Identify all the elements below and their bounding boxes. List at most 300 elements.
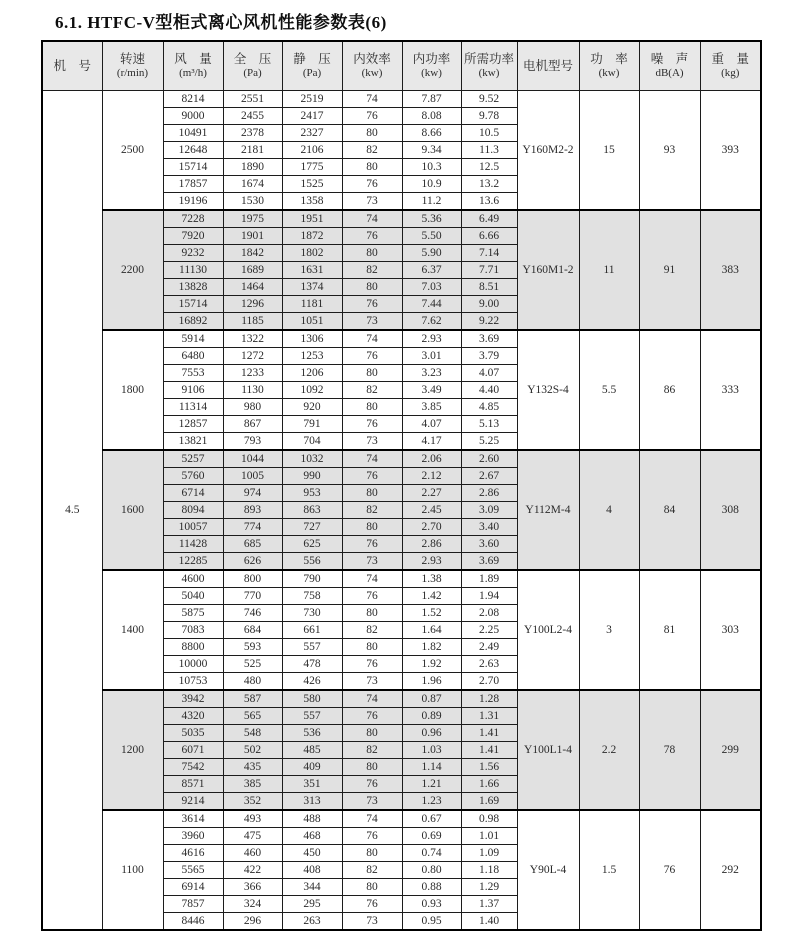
machine-no-cell: 4.5 — [42, 91, 102, 931]
internal-power-cell: 1.92 — [402, 656, 461, 673]
table-header — [42, 41, 761, 91]
internal-efficiency-cell: 73 — [342, 793, 402, 811]
required-power-cell: 1.31 — [461, 708, 517, 725]
total-pressure-cell: 460 — [223, 845, 282, 862]
internal-power-cell: 3.01 — [402, 348, 461, 365]
internal-power-cell: 0.87 — [402, 690, 461, 708]
air-volume-cell: 5040 — [163, 588, 223, 605]
internal-power-cell: 3.23 — [402, 365, 461, 382]
static-pressure-cell: 313 — [282, 793, 342, 811]
static-pressure-cell: 1358 — [282, 193, 342, 211]
static-pressure-cell: 556 — [282, 553, 342, 571]
col-header-unit: (r/min) — [116, 67, 149, 79]
col-header-label: 噪 声 — [650, 52, 689, 66]
internal-power-cell: 1.14 — [402, 759, 461, 776]
motor-power-cell: 4 — [579, 450, 639, 570]
col-header-label: 内功率 — [412, 52, 451, 66]
col-header-label: 内效率 — [353, 52, 391, 66]
internal-power-cell: 2.86 — [402, 536, 461, 553]
internal-power-cell: 1.52 — [402, 605, 461, 622]
header-row — [42, 41, 761, 91]
required-power-cell: 6.66 — [461, 228, 517, 245]
col-header-label: 所需功率 — [463, 52, 514, 66]
total-pressure-cell: 422 — [223, 862, 282, 879]
total-pressure-cell: 502 — [223, 742, 282, 759]
weight-cell: 303 — [700, 570, 761, 690]
internal-power-cell: 8.08 — [402, 108, 461, 125]
page-title: 6.1. HTFC-V型柜式离心风机性能参数表(6) — [55, 13, 387, 32]
total-pressure-cell: 565 — [223, 708, 282, 725]
internal-power-cell: 1.96 — [402, 673, 461, 691]
internal-efficiency-cell: 82 — [342, 862, 402, 879]
static-pressure-cell: 661 — [282, 622, 342, 639]
table-row — [42, 690, 761, 708]
total-pressure-cell: 867 — [223, 416, 282, 433]
total-pressure-cell: 2181 — [223, 142, 282, 159]
air-volume-cell: 10000 — [163, 656, 223, 673]
total-pressure-cell: 435 — [223, 759, 282, 776]
internal-efficiency-cell: 73 — [342, 193, 402, 211]
internal-efficiency-cell: 74 — [342, 450, 402, 468]
speed-cell: 2500 — [102, 91, 163, 211]
internal-efficiency-cell: 80 — [342, 879, 402, 896]
air-volume-cell: 11314 — [163, 399, 223, 416]
col-header-unit: (kw) — [361, 67, 383, 79]
required-power-cell: 1.18 — [461, 862, 517, 879]
internal-efficiency-cell: 82 — [342, 142, 402, 159]
motor-model-cell: Y160M2-2 — [517, 91, 579, 211]
internal-power-cell: 0.95 — [402, 913, 461, 931]
col-header-internal-efficiency — [342, 41, 402, 91]
internal-efficiency-cell: 82 — [342, 382, 402, 399]
speed-cell: 1200 — [102, 690, 163, 810]
motor-model-cell: Y100L1-4 — [517, 690, 579, 810]
required-power-cell: 3.69 — [461, 330, 517, 348]
internal-power-cell: 2.93 — [402, 553, 461, 571]
required-power-cell: 2.63 — [461, 656, 517, 673]
fan-performance-table — [41, 40, 762, 931]
col-header-speed — [102, 41, 163, 91]
col-header-unit: dB(A) — [655, 67, 684, 79]
total-pressure-cell: 770 — [223, 588, 282, 605]
static-pressure-cell: 1051 — [282, 313, 342, 331]
table-row — [42, 450, 761, 468]
internal-power-cell: 1.23 — [402, 793, 461, 811]
total-pressure-cell: 1233 — [223, 365, 282, 382]
required-power-cell: 1.69 — [461, 793, 517, 811]
total-pressure-cell: 475 — [223, 828, 282, 845]
internal-efficiency-cell: 80 — [342, 485, 402, 502]
internal-power-cell: 1.82 — [402, 639, 461, 656]
noise-cell: 91 — [639, 210, 700, 330]
internal-power-cell: 0.74 — [402, 845, 461, 862]
required-power-cell: 9.78 — [461, 108, 517, 125]
air-volume-cell: 7553 — [163, 365, 223, 382]
required-power-cell: 12.5 — [461, 159, 517, 176]
internal-efficiency-cell: 80 — [342, 759, 402, 776]
col-header-label: 静 压 — [293, 52, 331, 66]
internal-efficiency-cell: 80 — [342, 245, 402, 262]
internal-power-cell: 7.03 — [402, 279, 461, 296]
air-volume-cell: 11130 — [163, 262, 223, 279]
static-pressure-cell: 1206 — [282, 365, 342, 382]
motor-model-cell: Y160M1-2 — [517, 210, 579, 330]
internal-power-cell: 2.06 — [402, 450, 461, 468]
air-volume-cell: 8800 — [163, 639, 223, 656]
required-power-cell: 2.70 — [461, 673, 517, 691]
air-volume-cell: 10753 — [163, 673, 223, 691]
static-pressure-cell: 758 — [282, 588, 342, 605]
required-power-cell: 9.22 — [461, 313, 517, 331]
air-volume-cell: 7228 — [163, 210, 223, 228]
air-volume-cell: 6914 — [163, 879, 223, 896]
weight-cell: 333 — [700, 330, 761, 450]
motor-power-cell: 1.5 — [579, 810, 639, 930]
air-volume-cell: 15714 — [163, 296, 223, 313]
internal-efficiency-cell: 76 — [342, 776, 402, 793]
internal-power-cell: 3.85 — [402, 399, 461, 416]
air-volume-cell: 13821 — [163, 433, 223, 451]
total-pressure-cell: 525 — [223, 656, 282, 673]
internal-power-cell: 8.66 — [402, 125, 461, 142]
total-pressure-cell: 1674 — [223, 176, 282, 193]
col-header-air-volume — [163, 41, 223, 91]
noise-cell: 86 — [639, 330, 700, 450]
col-header-label: 全 压 — [233, 52, 272, 66]
static-pressure-cell: 1872 — [282, 228, 342, 245]
total-pressure-cell: 684 — [223, 622, 282, 639]
internal-efficiency-cell: 80 — [342, 159, 402, 176]
air-volume-cell: 15714 — [163, 159, 223, 176]
static-pressure-cell: 1631 — [282, 262, 342, 279]
static-pressure-cell: 990 — [282, 468, 342, 485]
col-header-static-pressure — [282, 41, 342, 91]
static-pressure-cell: 468 — [282, 828, 342, 845]
internal-power-cell: 4.17 — [402, 433, 461, 451]
internal-efficiency-cell: 76 — [342, 708, 402, 725]
internal-power-cell: 1.42 — [402, 588, 461, 605]
total-pressure-cell: 746 — [223, 605, 282, 622]
static-pressure-cell: 351 — [282, 776, 342, 793]
internal-power-cell: 1.21 — [402, 776, 461, 793]
air-volume-cell: 8214 — [163, 91, 223, 108]
static-pressure-cell: 450 — [282, 845, 342, 862]
col-header-noise — [639, 41, 700, 91]
static-pressure-cell: 863 — [282, 502, 342, 519]
total-pressure-cell: 1185 — [223, 313, 282, 331]
required-power-cell: 2.49 — [461, 639, 517, 656]
motor-power-cell: 5.5 — [579, 330, 639, 450]
required-power-cell: 4.40 — [461, 382, 517, 399]
total-pressure-cell: 480 — [223, 673, 282, 691]
internal-power-cell: 0.67 — [402, 810, 461, 828]
static-pressure-cell: 1802 — [282, 245, 342, 262]
required-power-cell: 7.14 — [461, 245, 517, 262]
col-header-unit: (kw) — [421, 67, 442, 79]
internal-efficiency-cell: 74 — [342, 330, 402, 348]
static-pressure-cell: 485 — [282, 742, 342, 759]
air-volume-cell: 3614 — [163, 810, 223, 828]
internal-efficiency-cell: 80 — [342, 639, 402, 656]
col-header-unit: (kg) — [721, 67, 740, 79]
internal-efficiency-cell: 76 — [342, 828, 402, 845]
total-pressure-cell: 366 — [223, 879, 282, 896]
required-power-cell: 1.01 — [461, 828, 517, 845]
required-power-cell: 1.56 — [461, 759, 517, 776]
required-power-cell: 3.60 — [461, 536, 517, 553]
internal-efficiency-cell: 76 — [342, 536, 402, 553]
total-pressure-cell: 893 — [223, 502, 282, 519]
required-power-cell: 2.60 — [461, 450, 517, 468]
noise-cell: 84 — [639, 450, 700, 570]
noise-cell: 93 — [639, 91, 700, 211]
air-volume-cell: 5565 — [163, 862, 223, 879]
air-volume-cell: 5914 — [163, 330, 223, 348]
internal-efficiency-cell: 82 — [342, 742, 402, 759]
required-power-cell: 13.2 — [461, 176, 517, 193]
static-pressure-cell: 478 — [282, 656, 342, 673]
weight-cell: 393 — [700, 91, 761, 211]
table-row — [42, 210, 761, 228]
internal-power-cell: 9.34 — [402, 142, 461, 159]
noise-cell: 76 — [639, 810, 700, 930]
internal-power-cell: 2.12 — [402, 468, 461, 485]
speed-cell: 1800 — [102, 330, 163, 450]
internal-power-cell: 10.3 — [402, 159, 461, 176]
required-power-cell: 3.40 — [461, 519, 517, 536]
col-header-unit: (kw) — [598, 67, 620, 79]
air-volume-cell: 12285 — [163, 553, 223, 571]
weight-cell: 308 — [700, 450, 761, 570]
speed-cell: 2200 — [102, 210, 163, 330]
static-pressure-cell: 1032 — [282, 450, 342, 468]
internal-efficiency-cell: 76 — [342, 896, 402, 913]
air-volume-cell: 6714 — [163, 485, 223, 502]
air-volume-cell: 9232 — [163, 245, 223, 262]
air-volume-cell: 16892 — [163, 313, 223, 331]
required-power-cell: 3.09 — [461, 502, 517, 519]
required-power-cell: 2.25 — [461, 622, 517, 639]
static-pressure-cell: 625 — [282, 536, 342, 553]
air-volume-cell: 6071 — [163, 742, 223, 759]
static-pressure-cell: 426 — [282, 673, 342, 691]
internal-power-cell: 2.93 — [402, 330, 461, 348]
total-pressure-cell: 1689 — [223, 262, 282, 279]
col-header-required-power — [461, 41, 517, 91]
internal-efficiency-cell: 76 — [342, 108, 402, 125]
total-pressure-cell: 1322 — [223, 330, 282, 348]
static-pressure-cell: 536 — [282, 725, 342, 742]
internal-efficiency-cell: 76 — [342, 588, 402, 605]
internal-power-cell: 1.64 — [402, 622, 461, 639]
internal-power-cell: 6.37 — [402, 262, 461, 279]
table-row — [42, 330, 761, 348]
motor-power-cell: 15 — [579, 91, 639, 211]
required-power-cell: 2.67 — [461, 468, 517, 485]
required-power-cell: 13.6 — [461, 193, 517, 211]
required-power-cell: 4.07 — [461, 365, 517, 382]
air-volume-cell: 7083 — [163, 622, 223, 639]
col-header-unit: (kw) — [478, 67, 500, 79]
internal-power-cell: 5.36 — [402, 210, 461, 228]
air-volume-cell: 9000 — [163, 108, 223, 125]
total-pressure-cell: 1464 — [223, 279, 282, 296]
static-pressure-cell: 1374 — [282, 279, 342, 296]
col-header-weight — [700, 41, 761, 91]
col-header-label: 机 号 — [53, 58, 91, 73]
noise-cell: 81 — [639, 570, 700, 690]
required-power-cell: 1.40 — [461, 913, 517, 931]
air-volume-cell: 10057 — [163, 519, 223, 536]
internal-efficiency-cell: 80 — [342, 125, 402, 142]
total-pressure-cell: 774 — [223, 519, 282, 536]
total-pressure-cell: 548 — [223, 725, 282, 742]
required-power-cell: 0.98 — [461, 810, 517, 828]
motor-power-cell: 3 — [579, 570, 639, 690]
noise-cell: 78 — [639, 690, 700, 810]
air-volume-cell: 9214 — [163, 793, 223, 811]
internal-power-cell: 0.88 — [402, 879, 461, 896]
motor-power-cell: 2.2 — [579, 690, 639, 810]
air-volume-cell: 5875 — [163, 605, 223, 622]
internal-power-cell: 0.89 — [402, 708, 461, 725]
total-pressure-cell: 1005 — [223, 468, 282, 485]
total-pressure-cell: 1530 — [223, 193, 282, 211]
internal-power-cell: 1.03 — [402, 742, 461, 759]
required-power-cell: 8.51 — [461, 279, 517, 296]
required-power-cell: 4.85 — [461, 399, 517, 416]
col-header-total-pressure — [223, 41, 282, 91]
internal-efficiency-cell: 74 — [342, 690, 402, 708]
static-pressure-cell: 1181 — [282, 296, 342, 313]
air-volume-cell: 7857 — [163, 896, 223, 913]
total-pressure-cell: 1272 — [223, 348, 282, 365]
table-body — [42, 91, 761, 931]
weight-cell: 383 — [700, 210, 761, 330]
internal-efficiency-cell: 76 — [342, 348, 402, 365]
speed-cell: 1400 — [102, 570, 163, 690]
required-power-cell: 10.5 — [461, 125, 517, 142]
table-row — [42, 570, 761, 588]
col-header-machine-no — [42, 41, 102, 91]
total-pressure-cell: 1044 — [223, 450, 282, 468]
air-volume-cell: 10491 — [163, 125, 223, 142]
total-pressure-cell: 493 — [223, 810, 282, 828]
motor-model-cell: Y100L2-4 — [517, 570, 579, 690]
total-pressure-cell: 587 — [223, 690, 282, 708]
static-pressure-cell: 1253 — [282, 348, 342, 365]
required-power-cell: 7.71 — [461, 262, 517, 279]
total-pressure-cell: 593 — [223, 639, 282, 656]
total-pressure-cell: 1130 — [223, 382, 282, 399]
total-pressure-cell: 296 — [223, 913, 282, 931]
internal-power-cell: 2.45 — [402, 502, 461, 519]
internal-efficiency-cell: 76 — [342, 416, 402, 433]
air-volume-cell: 9106 — [163, 382, 223, 399]
air-volume-cell: 5257 — [163, 450, 223, 468]
total-pressure-cell: 385 — [223, 776, 282, 793]
col-header-unit: (m³/h) — [179, 67, 207, 79]
col-header-motor-model — [517, 41, 579, 91]
static-pressure-cell: 704 — [282, 433, 342, 451]
total-pressure-cell: 626 — [223, 553, 282, 571]
air-volume-cell: 8094 — [163, 502, 223, 519]
total-pressure-cell: 793 — [223, 433, 282, 451]
air-volume-cell: 7920 — [163, 228, 223, 245]
col-header-label: 转速 — [119, 52, 145, 66]
internal-efficiency-cell: 74 — [342, 810, 402, 828]
static-pressure-cell: 557 — [282, 639, 342, 656]
air-volume-cell: 3960 — [163, 828, 223, 845]
static-pressure-cell: 408 — [282, 862, 342, 879]
static-pressure-cell: 2417 — [282, 108, 342, 125]
table-row — [42, 810, 761, 828]
internal-power-cell: 1.38 — [402, 570, 461, 588]
required-power-cell: 5.13 — [461, 416, 517, 433]
internal-efficiency-cell: 80 — [342, 725, 402, 742]
internal-power-cell: 2.27 — [402, 485, 461, 502]
weight-cell: 299 — [700, 690, 761, 810]
internal-power-cell: 5.90 — [402, 245, 461, 262]
air-volume-cell: 17857 — [163, 176, 223, 193]
motor-power-cell: 11 — [579, 210, 639, 330]
col-header-label: 电机型号 — [522, 58, 573, 73]
internal-power-cell: 3.49 — [402, 382, 461, 399]
total-pressure-cell: 980 — [223, 399, 282, 416]
required-power-cell: 1.09 — [461, 845, 517, 862]
total-pressure-cell: 685 — [223, 536, 282, 553]
internal-efficiency-cell: 74 — [342, 210, 402, 228]
total-pressure-cell: 324 — [223, 896, 282, 913]
speed-cell: 1600 — [102, 450, 163, 570]
static-pressure-cell: 790 — [282, 570, 342, 588]
required-power-cell: 1.94 — [461, 588, 517, 605]
internal-power-cell: 10.9 — [402, 176, 461, 193]
static-pressure-cell: 263 — [282, 913, 342, 931]
air-volume-cell: 19196 — [163, 193, 223, 211]
internal-efficiency-cell: 73 — [342, 553, 402, 571]
air-volume-cell: 4616 — [163, 845, 223, 862]
internal-power-cell: 7.44 — [402, 296, 461, 313]
internal-efficiency-cell: 73 — [342, 913, 402, 931]
total-pressure-cell: 1842 — [223, 245, 282, 262]
air-volume-cell: 11428 — [163, 536, 223, 553]
internal-efficiency-cell: 80 — [342, 605, 402, 622]
internal-power-cell: 0.80 — [402, 862, 461, 879]
air-volume-cell: 6480 — [163, 348, 223, 365]
internal-power-cell: 0.96 — [402, 725, 461, 742]
total-pressure-cell: 2551 — [223, 91, 282, 108]
required-power-cell: 11.3 — [461, 142, 517, 159]
col-header-motor-power — [579, 41, 639, 91]
internal-power-cell: 7.87 — [402, 91, 461, 108]
internal-efficiency-cell: 76 — [342, 176, 402, 193]
required-power-cell: 1.28 — [461, 690, 517, 708]
internal-power-cell: 4.07 — [402, 416, 461, 433]
internal-efficiency-cell: 76 — [342, 656, 402, 673]
internal-efficiency-cell: 73 — [342, 433, 402, 451]
internal-efficiency-cell: 73 — [342, 673, 402, 691]
internal-efficiency-cell: 80 — [342, 519, 402, 536]
motor-model-cell: Y132S-4 — [517, 330, 579, 450]
internal-power-cell: 0.69 — [402, 828, 461, 845]
static-pressure-cell: 730 — [282, 605, 342, 622]
required-power-cell: 1.29 — [461, 879, 517, 896]
required-power-cell: 3.79 — [461, 348, 517, 365]
internal-efficiency-cell: 74 — [342, 570, 402, 588]
required-power-cell: 9.52 — [461, 91, 517, 108]
internal-efficiency-cell: 82 — [342, 262, 402, 279]
